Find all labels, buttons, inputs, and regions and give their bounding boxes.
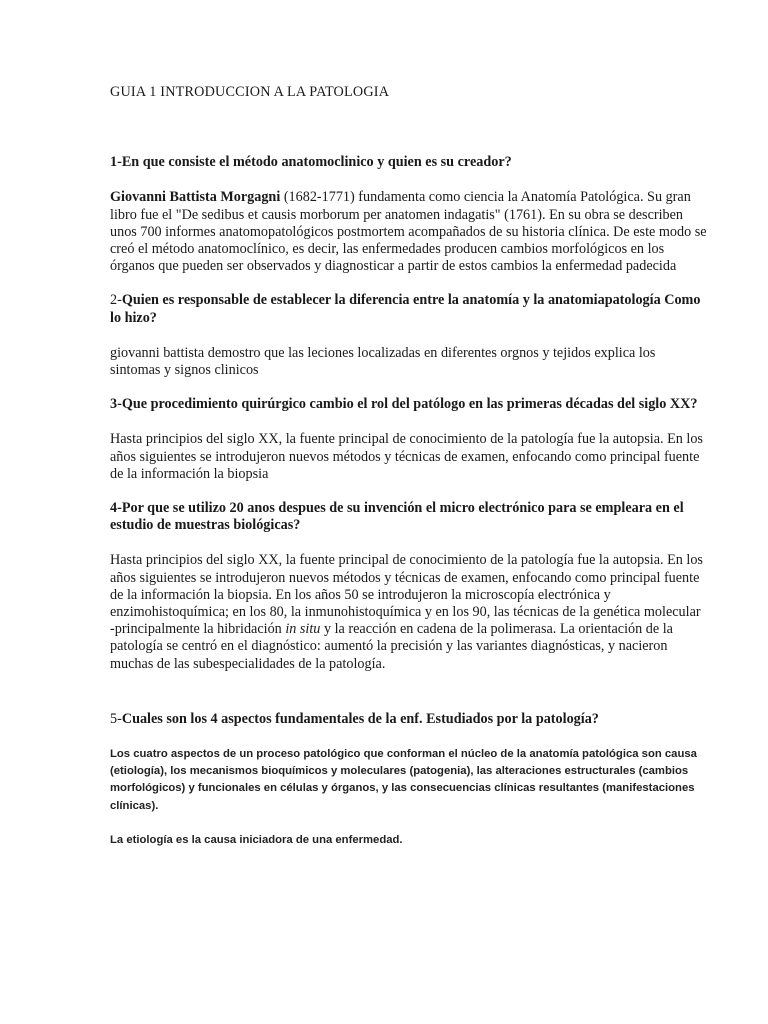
question-4-text: Por que se utilizo 20 anos despues de su invención el micro electrónico para se empleara en el estudio de muestras biológicas? bbox=[110, 500, 684, 534]
answer-3: Hasta principios del siglo XX, la fuente principal de conocimiento de la patología fue la autopsia. En los años siguientes se introdujeron nuevos métodos y técnicas de examen, enfocando como principal fuente de la información la biopsia bbox=[110, 431, 703, 482]
question-3-text: Que procedimiento quirúrgico cambio el rol del patólogo en las primeras décadas del siglo XX? bbox=[121, 396, 698, 413]
answer-4 bbox=[110, 552, 708, 672]
answer-4-text-after: y la reacción en cadena de la polimerasa. La orientación de la patología se centró en el diagnóstico: aumentó la precisión y las variantes diagnósticas, y nacieron muchas de las subespecialidades de la patología. bbox=[110, 621, 673, 672]
question-4-number: 4- bbox=[110, 500, 122, 517]
question-1-number: 1- bbox=[110, 154, 122, 171]
question-2-number: 2- bbox=[110, 292, 122, 309]
answer-1-text: (1682-1771) fundamenta como ciencia la Anatomía Patológica. Su gran libro fue el "De sedibus et causis morborum per anatomen indagatis" (1761). En su obra se describen unos 700 informes anatomopatológicos postmortem acompañados de su historia clínica. De este modo se creó el método anatomoclínico, es decir, las enfermedades producen cambios morfológicos en los órganos que pueden ser observados y diagnosticar a partir de estos cambios la enfermedad padecida bbox=[110, 189, 707, 275]
question-3-number: 3- bbox=[110, 396, 122, 413]
document-title: GUIA 1 INTRODUCCION A LA PATOLOGIA bbox=[110, 84, 390, 100]
question-5-number: 5- bbox=[110, 710, 122, 727]
answer-1 bbox=[110, 189, 708, 275]
answer-4-italic-term: in situ bbox=[285, 621, 321, 638]
question-3 bbox=[110, 396, 708, 413]
answer-4-text-before: Hasta principios del siglo XX, la fuente principal de conocimiento de la patología fue la autopsia. En los años siguientes se introdujeron nuevos métodos y técnicas de examen, enfocando como principal fuente de la información la biopsia. En los años 50 se introdujeron la microscopía electrónica y enzimohistoquímica; en los 80, la inmunohistoquímica y en los 90, las técnicas de la genética molecular -principalmente la hibridación bbox=[110, 552, 703, 638]
answer-1-author-name: Giovanni Battista Morgagni bbox=[110, 189, 281, 206]
question-1-text: En que consiste el método anatomoclinico y quien es su creador? bbox=[121, 154, 512, 171]
answer-5-paragraph-2: La etiología es la causa iniciadora de una enfermedad. bbox=[110, 833, 403, 846]
question-4 bbox=[110, 500, 708, 534]
question-5-text: Cuales son los 4 aspectos fundamentales de la enf. Estudiados por la patología? bbox=[121, 710, 599, 727]
answer-2: giovanni battista demostro que las leciones localizadas en diferentes orgnos y tejidos explica los sintomas y signos clinicos bbox=[110, 344, 656, 379]
answer-5-paragraph-1: Los cuatro aspectos de un proceso patológico que conforman el núcleo de la anatomía patológica son causa (etiología), los mecanismos bioquímicos y moleculares (patogenia), las alteraciones estructurales (cambios morfológicos) y funcionales en células y órganos, y las consecuencias clínicas resultantes (manifestaciones clínicas). bbox=[110, 748, 697, 812]
question-5 bbox=[110, 711, 708, 728]
question-1 bbox=[110, 154, 708, 171]
question-2 bbox=[110, 292, 708, 326]
question-2-text: Quien es responsable de establecer la diferencia entre la anatomía y la anatomiapatología Como lo hizo? bbox=[110, 292, 701, 326]
